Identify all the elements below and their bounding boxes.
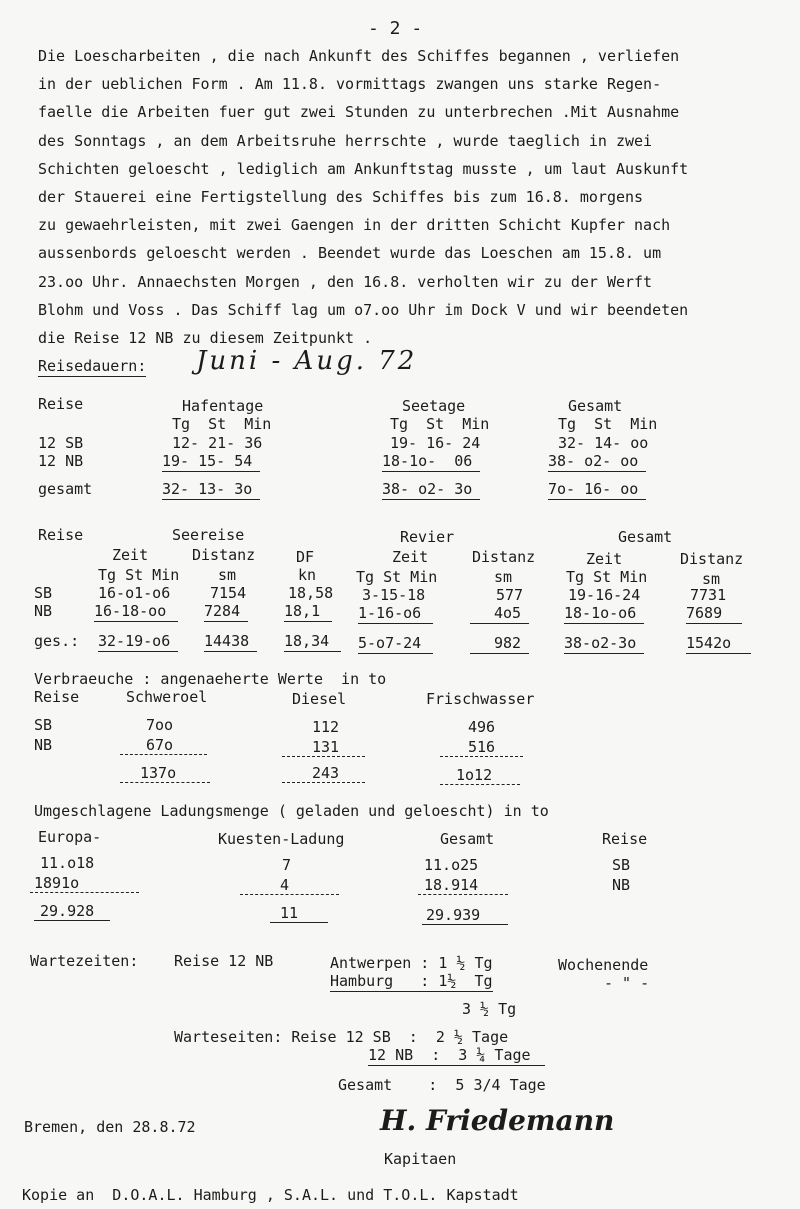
cell-value: 16-o1-o6	[98, 584, 171, 602]
cell-value: 18-1o- 06	[382, 452, 480, 472]
wartezeiten-reise: Reise 12 NB	[174, 952, 274, 970]
sub-tgstmin: Tg St Min	[98, 566, 180, 584]
sub-zeit: Zeit	[586, 550, 623, 568]
cell-value: 7731	[690, 586, 727, 604]
verbraeuche-title: Verbraeuche : angenaeherte Werte in to	[34, 670, 387, 688]
cell-value: 7	[282, 856, 292, 874]
cell-value: 1542o	[686, 634, 751, 654]
sub-distanz: Distanz	[192, 546, 256, 564]
row-label: SB	[34, 716, 53, 734]
cell-value: 243	[282, 764, 365, 783]
sub-header: Tg St Min	[172, 415, 272, 433]
sub-distanz: Distanz	[680, 550, 744, 568]
cell-value: 131	[282, 738, 365, 757]
col-header-revier: Revier	[400, 528, 455, 546]
place-date: Bremen, den 28.8.72	[24, 1118, 196, 1136]
cell-value: 1o12	[440, 766, 520, 785]
cell-value: 11	[270, 904, 328, 923]
cell-value: 7689	[686, 604, 742, 624]
cell-value: 19- 15- 54	[162, 452, 260, 472]
cell-value: 7o- 16- oo	[548, 480, 646, 500]
sub-zeit: Zeit	[392, 548, 429, 566]
sub-sm: sm	[218, 566, 237, 584]
cell-value: 32- 14- oo	[558, 434, 649, 452]
wartezeiten-ditto: - " -	[604, 974, 650, 992]
sub-tgstmin: Tg St Min	[566, 568, 648, 586]
paragraph-line: faelle die Arbeiten fuer gut zwei Stunden zu unterbrechen .Mit Ausnahme	[38, 103, 680, 122]
row-label: NB	[34, 736, 53, 754]
cell-value: 32- 13- 3o	[162, 480, 260, 500]
cell-value: SB	[612, 856, 631, 874]
cell-value: 5-o7-24	[358, 634, 433, 654]
row-label: ges.:	[34, 632, 80, 650]
paragraph-line: zu gewaehrleisten, mit zwei Gaengen in der dritten Schicht Kupfer nach	[38, 216, 671, 235]
cell-value: 4o5	[470, 604, 529, 624]
body-paragraph	[38, 42, 788, 352]
wartezeiten-wochenende: Wochenende	[558, 956, 649, 974]
sub-header: Tg St Min	[390, 415, 490, 433]
role: Kapitaen	[384, 1150, 457, 1168]
cell-value: 18,1	[284, 602, 332, 622]
paragraph-line: 23.oo Uhr. Annaechsten Morgen , den 16.8. verholten wir zu der Werft	[38, 272, 653, 291]
cell-value: 4	[240, 876, 339, 895]
cell-value: 7284	[204, 602, 248, 622]
col-header-hafentage: Hafentage	[182, 397, 264, 415]
paragraph-line: Schichten geloescht , lediglich am Ankunftstag musste , um laut Auskunft	[38, 159, 689, 178]
cell-value: 19- 16- 24	[390, 434, 481, 452]
cell-value: 496	[468, 718, 496, 736]
cell-value: 516	[440, 738, 523, 757]
row-label: 12 NB	[38, 452, 84, 470]
col-header-seetage: Seetage	[402, 397, 466, 415]
warteseiten-sb: Warteseiten: Reise 12 SB : 2 ½ Tage	[174, 1028, 509, 1046]
cell-value: NB	[612, 876, 631, 894]
cell-value: 29.939	[422, 906, 508, 925]
wartezeiten-summe: 3 ½ Tg	[462, 1000, 517, 1018]
wartezeiten-hamburg: Hamburg : 1½ Tg	[330, 972, 493, 990]
cell-value: 32-19-o6	[98, 632, 178, 652]
col-header-gesamt: Gesamt	[440, 830, 495, 848]
cell-value: 11.o25	[424, 856, 479, 874]
reisedauern-label: Reisedauern:	[38, 357, 147, 375]
paragraph-line: in der ueblichen Form . Am 11.8. vormittags zwangen uns starke Regen-	[38, 75, 662, 94]
cell-value: 18,34	[284, 632, 341, 652]
cell-value: 38-o2-3o	[564, 634, 644, 654]
sub-zeit: Zeit	[112, 546, 149, 564]
cell-value: 18-1o-o6	[564, 604, 644, 624]
col-header-diesel: Diesel	[292, 690, 347, 708]
page-number: - 2 -	[368, 18, 423, 39]
cell-value: 16-18-oo	[94, 602, 178, 622]
col-header-frischwasser: Frischwasser	[426, 690, 535, 708]
paragraph-line: Die Loescharbeiten , die nach Ankunft des Schiffes begannen , verliefen	[38, 47, 680, 65]
col-header-reise: Reise	[602, 830, 648, 848]
cell-value: 18,58	[288, 584, 334, 602]
cell-value: 38- o2- oo	[548, 452, 646, 472]
sub-distanz: Distanz	[472, 548, 536, 566]
sub-sm: sm	[702, 570, 721, 588]
paragraph-line: Blohm und Voss . Das Schiff lag um o7.oo Uhr im Dock V und wir beendeten	[38, 300, 689, 319]
col-header-seereise: Seereise	[172, 526, 245, 544]
col-header-gesamt: Gesamt	[568, 397, 623, 415]
row-label: SB	[34, 584, 53, 602]
cell-value: 982	[470, 634, 529, 654]
cell-value: 1891o	[30, 874, 139, 893]
col-header-reise: Reise	[34, 688, 80, 706]
col-header-gesamt: Gesamt	[618, 528, 673, 546]
signature: H. Friedemann	[380, 1104, 615, 1137]
sub-sm: sm	[494, 568, 513, 586]
cell-value: 67o	[120, 736, 207, 755]
sub-kn: kn	[298, 566, 317, 584]
cell-value: 12- 21- 36	[172, 434, 263, 452]
paragraph-line: der Stauerei eine Fertigstellung des Schiffes bis zum 16.8. morgens	[38, 188, 644, 207]
cell-value: 14438	[204, 632, 257, 652]
row-label: 12 SB	[38, 434, 84, 452]
cell-value: 29.928	[34, 902, 110, 921]
wartezeiten-label: Wartezeiten:	[30, 952, 139, 970]
row-label: gesamt	[38, 480, 93, 498]
copy-line: Kopie an D.O.A.L. Hamburg , S.A.L. und T.O.L. Kapstadt	[22, 1186, 519, 1204]
cell-value: 137o	[120, 764, 210, 783]
warteseiten-nb: 12 NB : 3 ¼ Tage	[368, 1046, 545, 1066]
sub-df: DF	[296, 548, 315, 566]
row-label: NB	[34, 602, 53, 620]
cell-value: 112	[312, 718, 340, 736]
col-header-reise: Reise	[38, 526, 84, 544]
cell-value: 7154	[210, 584, 247, 602]
cell-value: 577	[496, 586, 524, 604]
warteseiten-gesamt: Gesamt : 5 3/4 Tage	[338, 1076, 546, 1094]
cell-value: 19-16-24	[568, 586, 641, 604]
sub-header: Tg St Min	[558, 415, 658, 433]
ladung-title: Umgeschlagene Ladungsmenge ( geladen und geloescht) in to	[34, 802, 549, 820]
paragraph-line: des Sonntags , an dem Arbeitsruhe herrschte , wurde taeglich in zwei	[38, 131, 653, 150]
col-header-reise: Reise	[38, 395, 84, 413]
col-header-kuesten: Kuesten-Ladung	[218, 830, 345, 848]
cell-value: 38- o2- 3o	[382, 480, 480, 500]
col-header-schweroel: Schweroel	[126, 688, 208, 706]
cell-value: 11.o18	[40, 854, 95, 872]
cell-value: 3-15-18	[362, 586, 426, 604]
wartezeiten-antwerpen: Antwerpen : 1 ½ Tg	[330, 954, 493, 972]
sub-tgstmin: Tg St Min	[356, 568, 438, 586]
paragraph-line: die Reise 12 NB zu diesem Zeitpunkt .	[38, 329, 373, 348]
col-header-europa: Europa-	[38, 828, 102, 846]
cell-value: 7oo	[146, 716, 174, 734]
cell-value: 1-16-o6	[358, 604, 433, 624]
paragraph-line: aussenbords geloescht werden . Beendet wurde das Loeschen am 15.8. um	[38, 244, 662, 263]
handwritten-note: Juni - Aug. 72	[196, 346, 418, 376]
cell-value: 18.914	[418, 876, 508, 895]
